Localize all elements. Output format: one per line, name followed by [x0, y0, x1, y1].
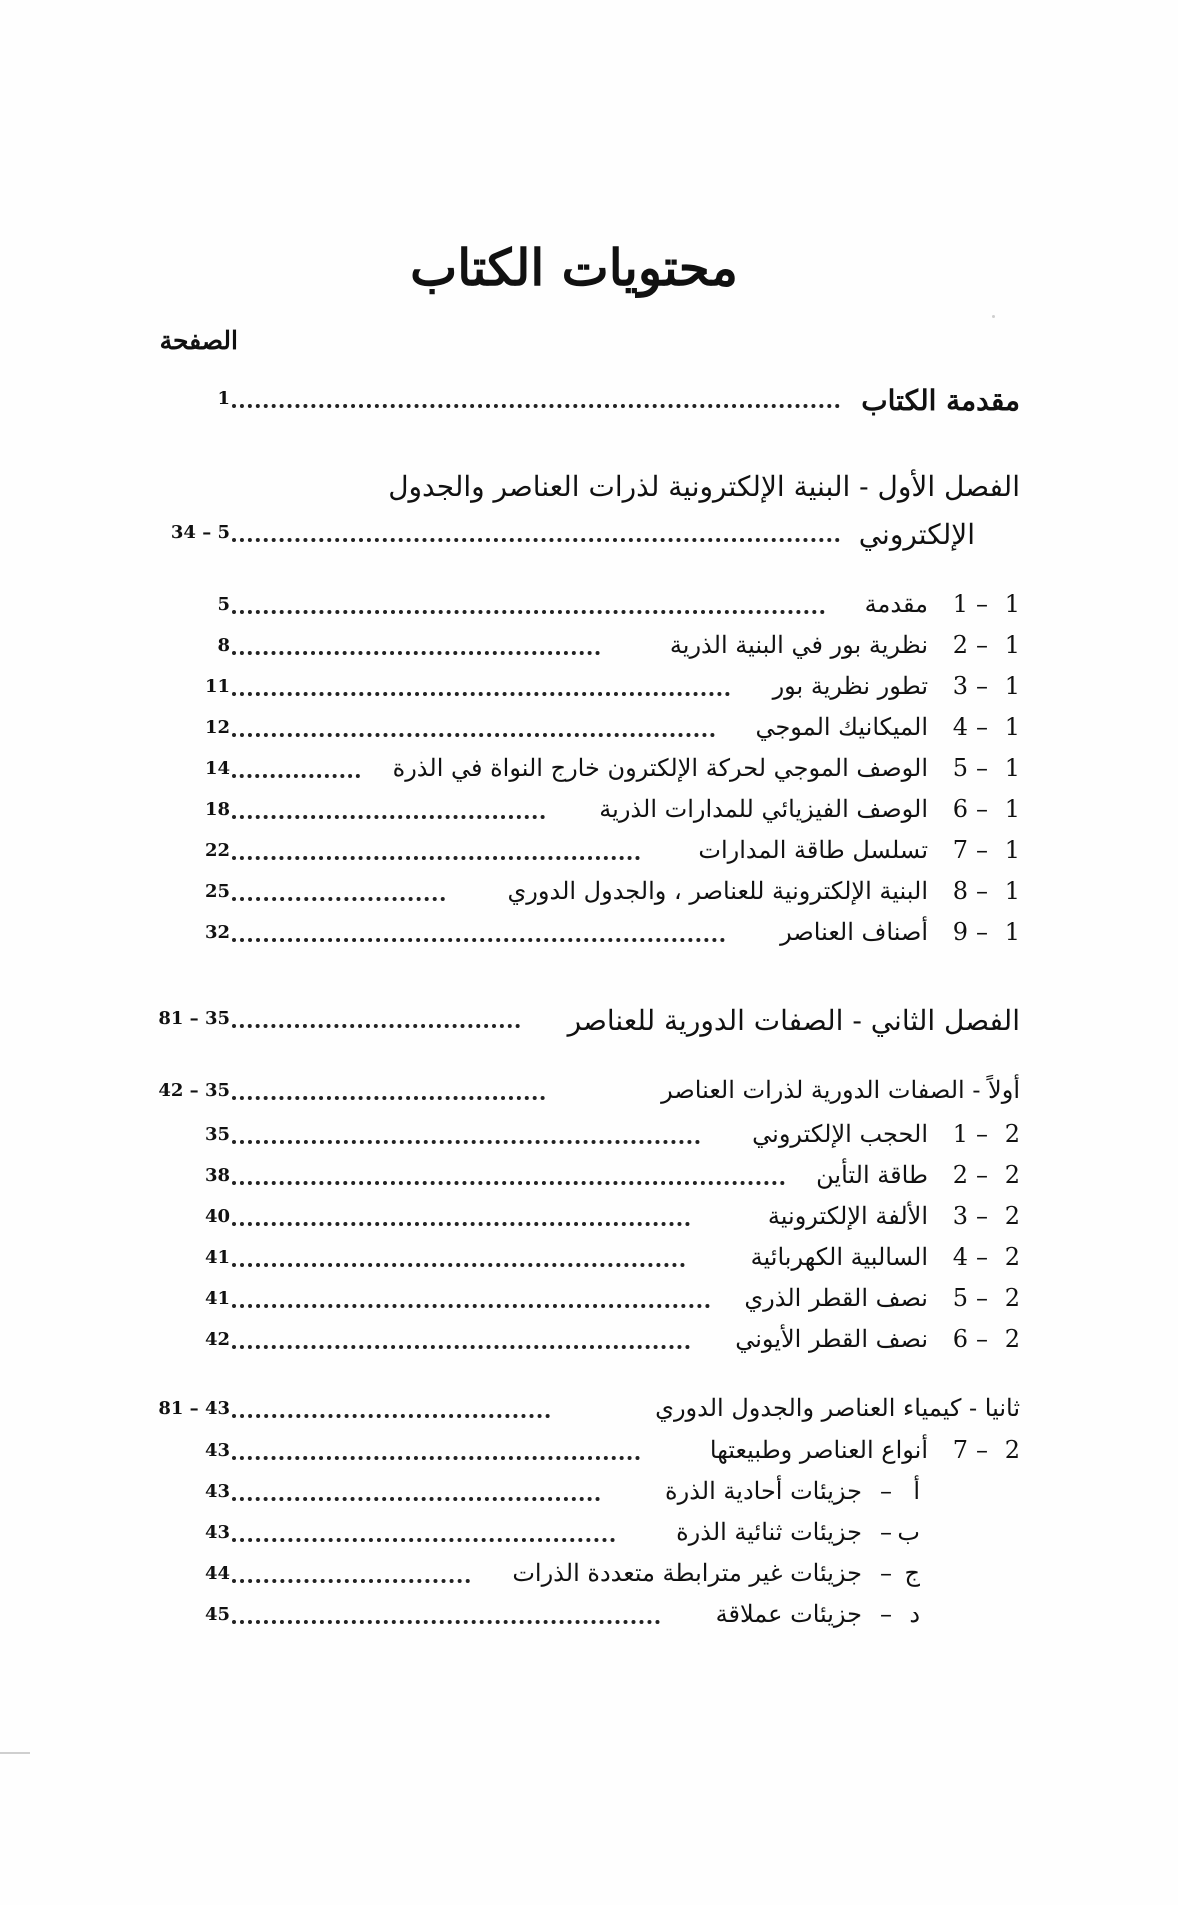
section-subnumber: 3 — [952, 672, 968, 700]
subsection-dash: – — [880, 1600, 892, 1628]
section-number: 2 — [1004, 1284, 1020, 1312]
subsection-title: جزيئات ثنائية الذرة — [676, 1518, 862, 1546]
toc-section — [120, 918, 1020, 956]
subsection-title: جزيئات أحادية الذرة — [665, 1477, 862, 1505]
dot-leader — [232, 404, 840, 408]
section-page: 12 — [204, 717, 230, 738]
section-dash: – — [976, 1161, 988, 1189]
section-dash: – — [976, 836, 988, 864]
section-title: نصف القطر الذري — [744, 1284, 928, 1312]
section-subnumber: 6 — [952, 795, 968, 823]
page-column-label: الصفحة — [159, 326, 238, 355]
section-page: 8 — [217, 635, 230, 656]
toc-section — [120, 631, 1020, 669]
section-title: أنواع العناصر وطبيعتها — [709, 1436, 928, 1464]
subsection-title: جزيئات عملاقة — [715, 1600, 862, 1628]
section-title: تطور نظرية بور — [772, 672, 928, 700]
section-page: 41 — [204, 1288, 230, 1309]
section-number: 2 — [1004, 1120, 1020, 1148]
toc-subsection — [120, 1477, 1020, 1515]
toc-subsection — [120, 1518, 1020, 1556]
dot-leader — [232, 692, 730, 696]
section-subnumber: 6 — [952, 1325, 968, 1353]
subsection-letter: ج — [904, 1559, 920, 1587]
section-dash: – — [976, 590, 988, 618]
section-dash: – — [976, 1436, 988, 1464]
dot-leader — [232, 733, 715, 737]
section-page: 5 — [217, 594, 230, 615]
section-page: 42 — [204, 1329, 230, 1350]
section-dash: – — [976, 631, 988, 659]
section-page: 32 — [204, 922, 230, 943]
section-dash: – — [976, 1202, 988, 1230]
toc-subsection — [120, 1559, 1020, 1597]
section-page: 11 — [204, 676, 230, 697]
section-dash: – — [976, 877, 988, 905]
dot-leader — [232, 856, 640, 860]
section-page: 38 — [204, 1165, 230, 1186]
dot-leader — [232, 815, 545, 819]
section-number: 1 — [1004, 590, 1020, 618]
section-subnumber: 5 — [952, 1284, 968, 1312]
toc-section — [120, 1243, 1020, 1281]
section-title: مقدمة — [864, 590, 928, 618]
dot-leader — [232, 774, 360, 778]
toc-section — [120, 795, 1020, 833]
toc-chapter-1-line-2 — [120, 518, 1020, 556]
dot-leader — [232, 1497, 600, 1501]
section-page: 40 — [204, 1206, 230, 1227]
toc-section — [120, 672, 1020, 710]
part-2-title: ثانيا - كيمياء العناصر والجدول الدوري — [655, 1394, 1020, 1422]
section-dash: – — [976, 795, 988, 823]
subsection-page: 43 — [204, 1481, 230, 1502]
section-page: 22 — [204, 840, 230, 861]
page-title: محتويات الكتاب — [410, 238, 738, 297]
toc-chapter-1-line-1 — [120, 470, 1020, 508]
section-subnumber: 2 — [952, 631, 968, 659]
dot-leader — [232, 1579, 470, 1583]
toc-section — [120, 713, 1020, 751]
dot-leader — [232, 1538, 615, 1542]
toc-entry-page: 1 — [217, 388, 230, 409]
section-dash: – — [976, 672, 988, 700]
subsection-dash: – — [880, 1559, 892, 1587]
toc-section — [120, 1120, 1020, 1158]
subsection-letter: د — [909, 1600, 920, 1628]
dot-leader — [232, 897, 445, 901]
subsection-page: 45 — [204, 1604, 230, 1625]
toc-section — [120, 1161, 1020, 1199]
subsection-letter: ب — [897, 1518, 920, 1546]
section-title: البنية الإلكترونية للعناصر ، والجدول الدوري — [507, 877, 928, 905]
section-subnumber: 8 — [952, 877, 968, 905]
dot-leader — [232, 651, 600, 655]
section-title: الوصف الموجي لحركة الإلكترون خارج النواة في الذرة — [392, 754, 928, 782]
dot-leader — [232, 1024, 520, 1028]
section-number: 1 — [1004, 918, 1020, 946]
section-title: تسلسل طاقة المدارات — [698, 836, 928, 864]
toc-section — [120, 590, 1020, 628]
section-dash: – — [976, 1243, 988, 1271]
dot-leader — [232, 1222, 690, 1226]
section-title: الحجب الإلكتروني — [752, 1120, 928, 1148]
toc-part-2 — [120, 1394, 1020, 1432]
section-title: طاقة التأين — [816, 1161, 928, 1189]
dot-leader — [232, 1345, 690, 1349]
section-dash: – — [976, 713, 988, 741]
section-number: 2 — [1004, 1436, 1020, 1464]
toc-section — [120, 754, 1020, 792]
toc-section — [120, 836, 1020, 874]
dot-leader — [232, 610, 825, 614]
subsection-page: 44 — [204, 1563, 230, 1584]
toc-section — [120, 877, 1020, 915]
section-subnumber: 4 — [952, 1243, 968, 1271]
section-number: 1 — [1004, 754, 1020, 782]
section-dash: – — [976, 1325, 988, 1353]
subsection-letter: أ — [913, 1477, 920, 1505]
chapter-1-pages: 34 – 5 — [170, 522, 230, 543]
section-subnumber: 1 — [952, 1120, 968, 1148]
section-number: 1 — [1004, 713, 1020, 741]
toc-section — [120, 1436, 1020, 1474]
toc-chapter-2 — [120, 1004, 1020, 1042]
section-number: 2 — [1004, 1243, 1020, 1271]
section-title: أصناف العناصر — [780, 918, 928, 946]
section-number: 2 — [1004, 1161, 1020, 1189]
section-dash: – — [976, 754, 988, 782]
section-number: 1 — [1004, 672, 1020, 700]
dot-leader — [232, 1620, 660, 1624]
chapter-2-title: الفصل الثاني - الصفات الدورية للعناصر — [567, 1004, 1020, 1037]
toc-part-1 — [120, 1076, 1020, 1114]
section-page: 25 — [204, 881, 230, 902]
section-title: نظرية بور في البنية الذرية — [669, 631, 928, 659]
section-title: السالبية الكهربائية — [750, 1243, 928, 1271]
dot-leader — [232, 1304, 710, 1308]
dot-leader — [232, 1414, 550, 1418]
section-subnumber: 5 — [952, 754, 968, 782]
part-2-pages: 81 – 43 — [158, 1398, 230, 1419]
section-page: 18 — [204, 799, 230, 820]
chapter-1-title-continued: الإلكتروني — [858, 518, 975, 551]
section-number: 1 — [1004, 795, 1020, 823]
toc-section — [120, 1325, 1020, 1363]
chapter-2-pages: 81 – 35 — [158, 1008, 230, 1029]
section-number: 2 — [1004, 1325, 1020, 1353]
toc-section — [120, 1284, 1020, 1322]
section-number: 2 — [1004, 1202, 1020, 1230]
part-1-title: أولاً - الصفات الدورية لذرات العناصر — [661, 1076, 1020, 1104]
section-title: نصف القطر الأيوني — [735, 1325, 928, 1353]
scan-edge-mark — [0, 1752, 30, 1754]
section-subnumber: 7 — [952, 836, 968, 864]
section-title: الألفة الإلكترونية — [767, 1202, 928, 1230]
section-title: الوصف الفيزيائي للمدارات الذرية — [599, 795, 928, 823]
part-1-pages: 42 – 35 — [158, 1080, 230, 1101]
section-subnumber: 9 — [952, 918, 968, 946]
toc-entry-intro — [120, 384, 1020, 422]
toc-subsection — [120, 1600, 1020, 1638]
chapter-1-title: الفصل الأول - البنية الإلكترونية لذرات العناصر والجدول — [388, 470, 1020, 503]
section-number: 1 — [1004, 877, 1020, 905]
toc-entry-text: مقدمة الكتاب — [861, 384, 1020, 417]
dot-leader — [232, 1263, 685, 1267]
dot-leader — [232, 938, 725, 942]
subsection-dash: – — [880, 1477, 892, 1505]
section-subnumber: 4 — [952, 713, 968, 741]
dot-leader — [232, 538, 840, 542]
dot-leader — [232, 1456, 640, 1460]
dot-leader — [232, 1181, 785, 1185]
section-dash: – — [976, 1120, 988, 1148]
dot-leader — [232, 1140, 700, 1144]
section-dash: – — [976, 918, 988, 946]
section-page: 14 — [204, 758, 230, 779]
section-subnumber: 7 — [952, 1436, 968, 1464]
dot-leader — [232, 1096, 545, 1100]
section-page: 35 — [204, 1124, 230, 1145]
subsection-dash: – — [880, 1518, 892, 1546]
subsection-page: 43 — [204, 1522, 230, 1543]
section-subnumber: 2 — [952, 1161, 968, 1189]
section-subnumber: 3 — [952, 1202, 968, 1230]
section-subnumber: 1 — [952, 590, 968, 618]
toc-section — [120, 1202, 1020, 1240]
subsection-title: جزيئات غير مترابطة متعددة الذرات — [512, 1559, 862, 1587]
section-page: 41 — [204, 1247, 230, 1268]
section-title: الميكانيك الموجي — [755, 713, 928, 741]
scan-dust-mark — [992, 315, 995, 318]
section-page: 43 — [204, 1440, 230, 1461]
section-dash: – — [976, 1284, 988, 1312]
section-number: 1 — [1004, 836, 1020, 864]
section-number: 1 — [1004, 631, 1020, 659]
